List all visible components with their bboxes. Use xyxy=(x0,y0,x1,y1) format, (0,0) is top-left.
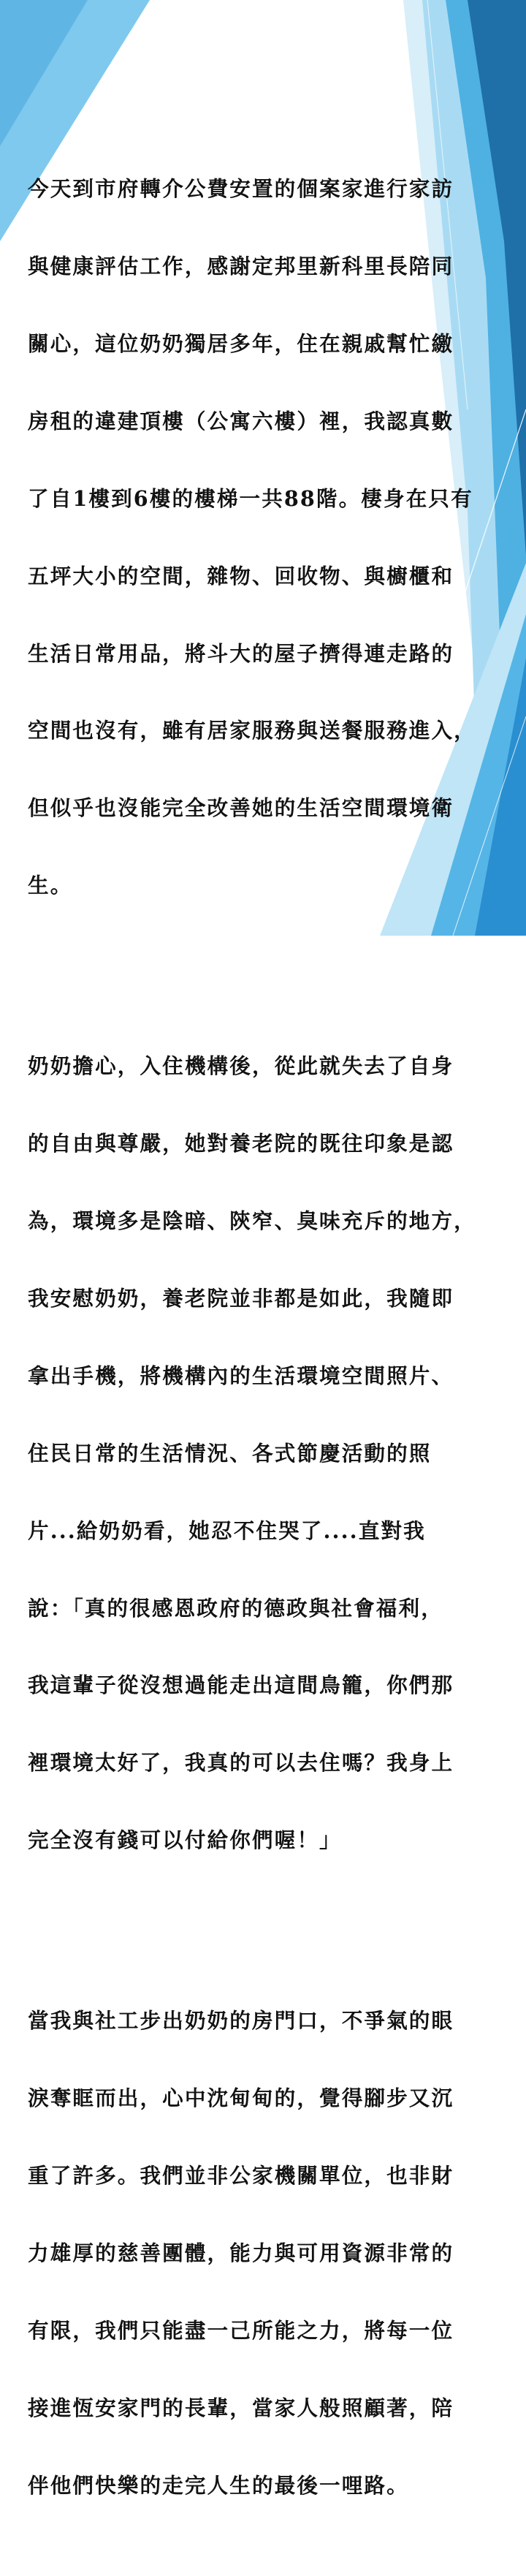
text-line: 拿出手機，將機構內的生活環境空間照片、 xyxy=(28,1363,454,1388)
text-line: 生活日常用品，將斗大的屋子擠得連走路的 xyxy=(28,640,454,666)
text-line: 片...給奶奶看，她忍不住哭了....直對我 xyxy=(28,1518,426,1543)
paragraph-3 xyxy=(28,1957,510,2550)
text-line: 裡環境太好了，我真的可以去住嗎？我身上 xyxy=(28,1750,454,1776)
text-line: 說：「真的很感恩政府的德政與社會福利， xyxy=(28,1595,443,1621)
text-line: 房租的違建頂樓（公寓六樓）裡，我認真數 xyxy=(28,408,454,433)
paragraph-2 xyxy=(28,1002,510,1905)
text-line: 但似乎也沒能完全改善她的生活空間環境衛 xyxy=(28,795,454,821)
paragraph-1 xyxy=(28,125,510,951)
text-line: 的自由與尊嚴，她對養老院的既往印象是認 xyxy=(28,1131,454,1156)
text-line: 我安慰奶奶，養老院並非都是如此，我隨即 xyxy=(28,1285,454,1311)
text-line: 淚奪眶而出，心中沈甸甸的，覺得腳步又沉 xyxy=(28,2086,454,2111)
text-line: 了自1樓到6樓的樓梯一共88階。棲身在只有 xyxy=(28,485,473,511)
text-line: 重了許多。我們並非公家機關單位，也非財 xyxy=(28,2163,454,2189)
text-line: 空間也沒有，雖有居家服務與送餐服務進入， xyxy=(28,718,476,743)
text-line: 五坪大小的空間，雜物、回收物、與櫥櫃和 xyxy=(28,563,454,588)
text-line: 力雄厚的慈善團體，能力與可用資源非常的 xyxy=(28,2240,454,2265)
text-line: 接進恆安家門的長輩，當家人般照顧著，陪 xyxy=(28,2395,454,2420)
text-line: 關心，這位奶奶獨居多年，住在親戚幫忙繳 xyxy=(28,330,454,356)
text-line: 當我與社工步出奶奶的房門口，不爭氣的眼 xyxy=(28,2008,454,2034)
text-line: 住民日常的生活情況、各式節慶活動的照 xyxy=(28,1440,432,1466)
text-line: 我這輩子從沒想過能走出這間鳥籠，你們那 xyxy=(28,1672,454,1698)
text-line: 有限，我們只能盡一己所能之力，將每一位 xyxy=(28,2317,454,2343)
text-line: 為，環境多是陰暗、陝窄、臭味充斥的地方， xyxy=(28,1208,476,1234)
text-line: 完全沒有錢可以付給你們喔！」 xyxy=(28,1827,342,1853)
text-line: 與健康評估工作，感謝定邦里新科里長陪同 xyxy=(28,254,454,279)
article-text xyxy=(28,73,510,2576)
text-line: 生。 xyxy=(28,873,73,898)
text-line: 今天到市府轉介公費安置的個案家進行家訪 xyxy=(28,176,454,202)
text-line: 伴他們快樂的走完人生的最後一哩路。 xyxy=(28,2472,409,2498)
text-line: 奶奶擔心，入住機構後，從此就失去了自身 xyxy=(28,1053,454,1079)
